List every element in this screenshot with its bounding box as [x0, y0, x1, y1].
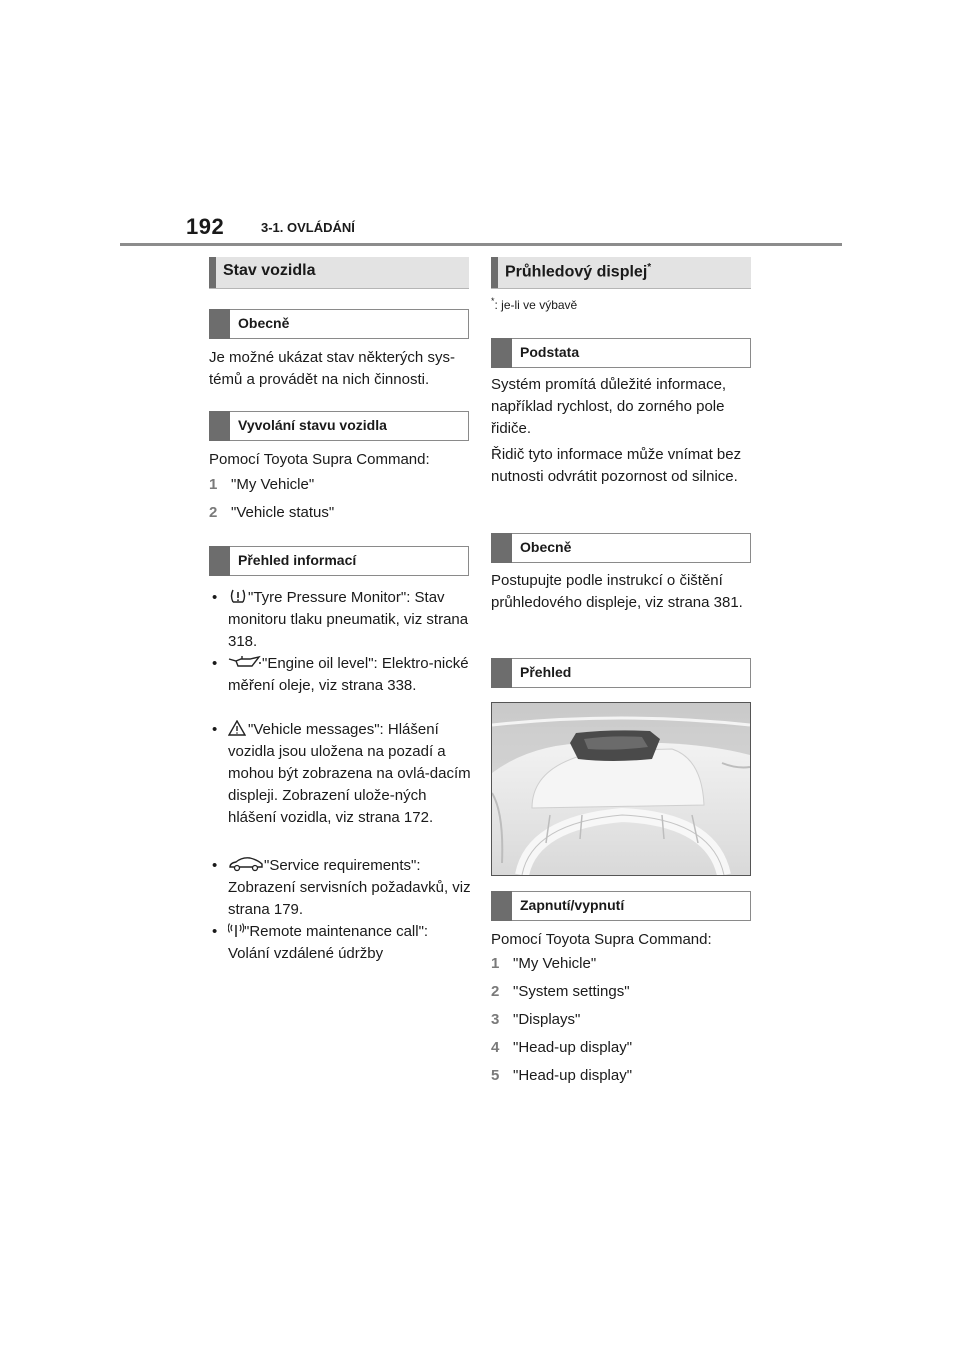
subheading-information-overview: Přehled informací — [209, 546, 469, 576]
subheading-overview: Přehled — [491, 658, 751, 688]
paragraph-principle: Systém promítá důležité informace, například rychlost, do zorného pole řidiče. — [491, 376, 727, 437]
paragraph-driver: Řidič tyto informace může vnímat bez nutnosti odvrátit pozornost od silnice. — [491, 446, 742, 485]
section-heading-head-up-display: Průhledový displej* — [491, 257, 751, 289]
subheading-principle: Podstata — [491, 338, 751, 368]
warning-triangle-icon — [228, 720, 248, 734]
subheading-general: Obecně — [209, 309, 469, 339]
subheading-on-off: Zapnutí/vypnutí — [491, 891, 751, 921]
header-rule — [120, 243, 842, 246]
service-car-icon — [228, 856, 264, 870]
footnote-equipment: *: je-li ve výbavě — [491, 296, 578, 312]
chapter-title: 3-1. OVLÁDÁNÍ — [261, 220, 355, 235]
section-heading-vehicle-status: Stav vozidla — [209, 257, 469, 289]
paragraph-general: Je možné ukázat stav některých sys-témů a provádět na nich činnosti. — [209, 349, 455, 388]
head-up-display-photo — [491, 702, 751, 876]
subheading-call-vehicle-status: Vyvolání stavu vozidla — [209, 411, 469, 441]
paragraph-intro: Pomocí Toyota Supra Command: — [491, 931, 712, 948]
subheading-general: Obecně — [491, 533, 751, 563]
page-number: 192 — [186, 214, 225, 239]
paragraph-intro: Pomocí Toyota Supra Command: — [209, 451, 430, 468]
remote-signal-icon — [228, 922, 244, 936]
tire-pressure-icon — [228, 588, 248, 602]
paragraph-cleaning: Postupujte podle instrukcí o čištění průhledového displeje, viz strana 381. — [491, 572, 743, 611]
oil-can-icon — [228, 654, 262, 668]
